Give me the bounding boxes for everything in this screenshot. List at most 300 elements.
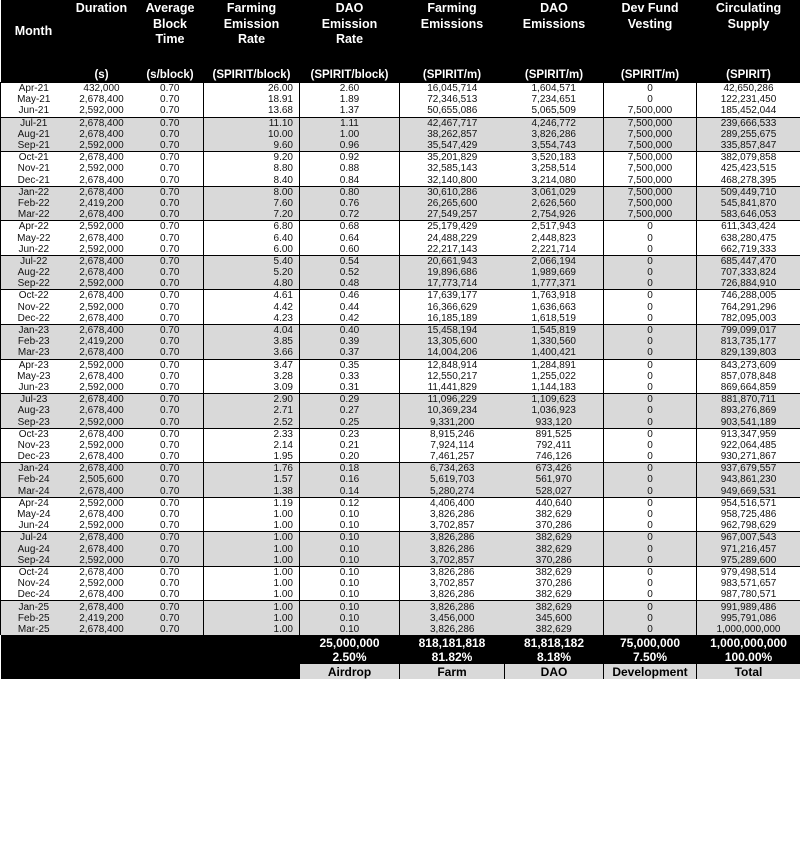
cell-dao-rate: 0.25 bbox=[300, 416, 400, 428]
cell-dev-fund: 0 bbox=[604, 302, 697, 313]
cell-dev-fund: 0 bbox=[604, 382, 697, 394]
cell-block-time: 0.70 bbox=[137, 463, 204, 475]
cell-duration: 2,678,400 bbox=[79, 451, 124, 463]
header-dao-rate-text: DAO Emission Rate bbox=[321, 1, 378, 46]
cell-dao-emissions: 1,545,819 bbox=[505, 324, 604, 336]
cell-duration: 2,678,400 bbox=[67, 394, 137, 406]
cell-dev-fund: 0 bbox=[604, 520, 697, 532]
cell-farming-rate: 11.10 bbox=[204, 117, 300, 129]
cell-circulating-supply: 893,276,869 bbox=[697, 405, 800, 416]
cell-dev-fund: 0 bbox=[604, 544, 697, 555]
cell-dev-fund: 0 bbox=[604, 405, 697, 416]
cell-farming-emissions: 3,702,857 bbox=[400, 555, 505, 567]
cell-dao-rate: 0.76 bbox=[300, 198, 400, 209]
cell-duration: 2,678,400 bbox=[67, 405, 137, 416]
cell-circulating-supply: 869,664,859 bbox=[697, 382, 800, 394]
unit-farming-emissions: (SPIRIT/m) bbox=[400, 63, 505, 83]
table-row bbox=[1, 520, 800, 532]
cell-farming-rate: 8.80 bbox=[204, 163, 300, 174]
cell-month: Oct-21 bbox=[1, 152, 67, 164]
cell-dev-fund: 0 bbox=[604, 555, 697, 567]
cell-dev-fund: 0 bbox=[604, 221, 697, 233]
cell-duration: 2,678,400 bbox=[67, 129, 137, 140]
cell-farming-emissions: 72,346,513 bbox=[400, 94, 505, 105]
header-duration: Duration bbox=[67, 0, 137, 63]
cell-farming-rate: 2.14 bbox=[204, 440, 300, 451]
cell-month: Jun-23 bbox=[1, 382, 67, 394]
cell-dao-emissions: 382,629 bbox=[505, 509, 604, 520]
cell-block-time: 0.70 bbox=[137, 105, 204, 117]
cell-circulating-supply: 979,498,514 bbox=[697, 566, 800, 578]
cell-dao-emissions: 2,221,714 bbox=[505, 244, 604, 256]
cell-month: Apr-21 bbox=[1, 83, 67, 95]
total-farm: 818,181,818 bbox=[400, 635, 505, 650]
cell-dao-emissions: 1,109,623 bbox=[505, 394, 604, 406]
cell-dao-rate: 0.20 bbox=[300, 451, 400, 463]
cell-farming-rate: 1.00 bbox=[204, 578, 300, 589]
cell-farming-emissions: 16,185,189 bbox=[400, 313, 505, 325]
cell-farming-rate: 5.20 bbox=[204, 267, 300, 278]
cell-circulating-supply: 983,571,657 bbox=[697, 578, 800, 589]
cell-farming-rate: 1.00 bbox=[204, 555, 300, 567]
cell-farming-rate: 3.09 bbox=[204, 382, 300, 394]
cell-block-time: 0.70 bbox=[137, 83, 204, 95]
cell-dao-rate: 0.16 bbox=[300, 474, 400, 485]
cell-block-time: 0.70 bbox=[137, 544, 204, 555]
cell-dao-emissions: 382,629 bbox=[505, 589, 604, 601]
table-row bbox=[1, 486, 800, 498]
cell-duration: 2,419,200 bbox=[67, 198, 137, 209]
cell-farming-emissions: 13,305,600 bbox=[400, 336, 505, 347]
cell-month: May-22 bbox=[1, 232, 67, 243]
cell-circulating-supply: 707,333,824 bbox=[697, 267, 800, 278]
cell-circulating-supply: 857,078,848 bbox=[697, 371, 800, 382]
cell-circulating-supply: 943,861,230 bbox=[697, 474, 800, 485]
cell-dao-rate: 2.60 bbox=[300, 83, 400, 95]
cell-dev-fund: 0 bbox=[604, 359, 697, 371]
cell-circulating-supply: 799,099,017 bbox=[697, 324, 800, 336]
cell-duration: 2,419,200 bbox=[67, 613, 137, 624]
cell-dao-emissions: 3,061,029 bbox=[505, 186, 604, 198]
cell-farming-emissions: 17,639,177 bbox=[400, 290, 505, 302]
cell-dao-rate: 0.52 bbox=[300, 267, 400, 278]
cell-dev-fund: 7,500,000 bbox=[604, 198, 697, 209]
cell-duration: 2,678,400 bbox=[67, 152, 137, 164]
table-row bbox=[1, 140, 800, 152]
cell-dao-emissions: 561,970 bbox=[505, 474, 604, 485]
cell-dao-emissions: 3,520,183 bbox=[505, 152, 604, 164]
cell-circulating-supply: 937,679,557 bbox=[697, 463, 800, 475]
table-row bbox=[1, 566, 800, 578]
cell-dev-fund: 0 bbox=[604, 336, 697, 347]
cell-dao-emissions: 1,636,663 bbox=[505, 302, 604, 313]
cell-block-time: 0.70 bbox=[137, 509, 204, 520]
cell-dao-rate: 0.84 bbox=[300, 175, 400, 187]
table-row bbox=[1, 405, 800, 416]
table-row bbox=[1, 428, 800, 440]
cell-block-time: 0.70 bbox=[137, 163, 204, 174]
cell-duration: 2,678,400 bbox=[79, 370, 124, 382]
table-row bbox=[1, 601, 800, 613]
cell-farming-rate: 9.60 bbox=[204, 140, 300, 152]
table-row bbox=[1, 555, 800, 567]
cell-dao-emissions: 746,126 bbox=[505, 451, 604, 463]
table-row bbox=[1, 209, 800, 221]
table-row bbox=[1, 336, 800, 347]
table-row bbox=[1, 244, 800, 256]
cell-block-time: 0.70 bbox=[137, 601, 204, 613]
totals-footer bbox=[1, 635, 800, 679]
cell-circulating-supply: 843,273,609 bbox=[697, 359, 800, 371]
cell-dao-emissions: 5,065,509 bbox=[505, 105, 604, 117]
cell-dao-emissions: 3,554,743 bbox=[505, 140, 604, 152]
header-circulating-supply bbox=[697, 0, 800, 63]
cell-duration: 2,592,000 bbox=[79, 163, 124, 175]
header-row bbox=[1, 0, 800, 63]
cell-block-time: 0.70 bbox=[137, 486, 204, 498]
cell-farming-emissions: 7,461,257 bbox=[400, 451, 505, 463]
cell-circulating-supply: 813,735,177 bbox=[697, 336, 800, 347]
cell-dao-rate: 0.88 bbox=[300, 163, 400, 174]
label-dao: DAO bbox=[505, 664, 604, 679]
cell-circulating-supply: 975,289,600 bbox=[697, 555, 800, 567]
cell-dev-fund: 0 bbox=[604, 440, 697, 451]
cell-circulating-supply: 638,280,475 bbox=[697, 232, 800, 243]
cell-block-time: 0.70 bbox=[137, 129, 204, 140]
label-airdrop: Airdrop bbox=[300, 664, 400, 679]
percent-development: 7.50% bbox=[604, 650, 697, 664]
cell-circulating-supply: 122,231,450 bbox=[697, 94, 800, 105]
cell-circulating-supply: 954,516,571 bbox=[697, 497, 800, 509]
cell-dao-emissions: 2,448,823 bbox=[505, 232, 604, 243]
cell-duration: 2,678,400 bbox=[67, 532, 137, 544]
cell-block-time: 0.70 bbox=[137, 416, 204, 428]
cell-dao-emissions: 1,604,571 bbox=[505, 83, 604, 95]
cell-month: Jul-24 bbox=[1, 532, 67, 544]
cell-block-time: 0.70 bbox=[137, 371, 204, 382]
cell-duration: 2,678,400 bbox=[67, 290, 137, 302]
cell-farming-rate: 3.85 bbox=[204, 336, 300, 347]
cell-duration: 2,592,000 bbox=[67, 555, 137, 567]
cell-duration: 2,592,000 bbox=[67, 497, 137, 509]
cell-circulating-supply: 746,288,005 bbox=[697, 290, 800, 302]
cell-circulating-supply: 782,095,003 bbox=[697, 313, 800, 325]
cell-block-time: 0.70 bbox=[137, 175, 204, 187]
cell-dao-rate: 1.37 bbox=[300, 105, 400, 117]
cell-farming-emissions: 30,610,286 bbox=[400, 186, 505, 198]
cell-block-time: 0.70 bbox=[137, 255, 204, 267]
cell-dao-emissions: 1,144,183 bbox=[505, 382, 604, 394]
cell-month: Sep-24 bbox=[1, 555, 67, 567]
cell-month: Feb-24 bbox=[1, 474, 67, 485]
cell-month: Sep-23 bbox=[1, 416, 67, 428]
units-row bbox=[1, 63, 800, 83]
cell-farming-emissions: 25,179,429 bbox=[400, 221, 505, 233]
cell-farming-rate: 4.80 bbox=[204, 278, 300, 290]
cell-duration: 2,678,400 bbox=[67, 601, 137, 613]
cell-dao-rate: 0.48 bbox=[300, 278, 400, 290]
cell-dao-emissions: 440,640 bbox=[505, 497, 604, 509]
cell-dev-fund: 0 bbox=[604, 416, 697, 428]
cell-block-time: 0.70 bbox=[137, 578, 204, 589]
table-row bbox=[1, 451, 800, 463]
cell-block-time: 0.70 bbox=[137, 267, 204, 278]
cell-farming-rate: 7.60 bbox=[204, 198, 300, 209]
cell-farming-rate: 1.00 bbox=[204, 544, 300, 555]
cell-dao-rate: 0.10 bbox=[300, 624, 400, 635]
label-development: Development bbox=[604, 664, 697, 679]
cell-duration: 2,678,400 bbox=[79, 174, 124, 186]
table-row bbox=[1, 371, 800, 382]
cell-dev-fund: 0 bbox=[604, 624, 697, 635]
label-blank bbox=[1, 664, 300, 679]
cell-farming-emissions: 20,661,943 bbox=[400, 255, 505, 267]
cell-dao-rate: 0.96 bbox=[300, 140, 400, 152]
cell-dao-rate: 1.11 bbox=[300, 117, 400, 129]
cell-dev-fund: 7,500,000 bbox=[604, 117, 697, 129]
cell-farming-emissions: 4,406,400 bbox=[400, 497, 505, 509]
cell-block-time: 0.70 bbox=[137, 474, 204, 485]
cell-dao-rate: 0.39 bbox=[300, 336, 400, 347]
cell-dao-emissions: 4,246,772 bbox=[505, 117, 604, 129]
cell-dev-fund: 0 bbox=[604, 497, 697, 509]
cell-circulating-supply: 971,216,457 bbox=[697, 544, 800, 555]
cell-duration: 2,678,400 bbox=[79, 509, 124, 521]
cell-farming-rate: 1.00 bbox=[204, 589, 300, 601]
cell-block-time: 0.70 bbox=[137, 244, 204, 256]
cell-circulating-supply: 468,278,395 bbox=[697, 175, 800, 187]
percent-dao: 8.18% bbox=[505, 650, 604, 664]
cell-farming-emissions: 16,045,714 bbox=[400, 83, 505, 95]
cell-block-time: 0.70 bbox=[137, 382, 204, 394]
header-circulating-supply-text: Circulating Supply bbox=[715, 1, 782, 31]
percent-blank bbox=[1, 650, 300, 664]
table-row bbox=[1, 163, 800, 174]
cell-farming-emissions: 12,848,914 bbox=[400, 359, 505, 371]
cell-dao-rate: 0.80 bbox=[300, 186, 400, 198]
cell-month: Jan-22 bbox=[1, 186, 67, 198]
cell-farming-emissions: 22,217,143 bbox=[400, 244, 505, 256]
cell-farming-emissions: 11,096,229 bbox=[400, 394, 505, 406]
cell-farming-emissions: 15,458,194 bbox=[400, 324, 505, 336]
cell-dev-fund: 0 bbox=[604, 578, 697, 589]
cell-duration: 2,678,400 bbox=[79, 589, 124, 601]
cell-month: Mar-24 bbox=[1, 486, 67, 498]
cell-month: Nov-21 bbox=[1, 163, 67, 174]
cell-month: Apr-22 bbox=[1, 221, 67, 233]
cell-farming-rate: 4.23 bbox=[204, 313, 300, 325]
cell-block-time: 0.70 bbox=[137, 566, 204, 578]
cell-block-time: 0.70 bbox=[137, 336, 204, 347]
cell-dev-fund: 0 bbox=[604, 509, 697, 520]
table-row bbox=[1, 324, 800, 336]
cell-dev-fund: 7,500,000 bbox=[604, 129, 697, 140]
cell-dev-fund: 0 bbox=[604, 463, 697, 475]
cell-farming-rate: 4.42 bbox=[204, 302, 300, 313]
cell-circulating-supply: 662,719,333 bbox=[697, 244, 800, 256]
cell-dao-rate: 0.18 bbox=[300, 463, 400, 475]
cell-circulating-supply: 764,291,296 bbox=[697, 302, 800, 313]
cell-month: May-24 bbox=[1, 509, 67, 520]
cell-duration: 2,678,400 bbox=[79, 94, 124, 106]
cell-dao-emissions: 2,626,560 bbox=[505, 198, 604, 209]
cell-farming-rate: 1.00 bbox=[204, 509, 300, 520]
table-row bbox=[1, 416, 800, 428]
cell-month: Aug-21 bbox=[1, 129, 67, 140]
totals-blank bbox=[1, 635, 300, 650]
cell-dao-emissions: 673,426 bbox=[505, 463, 604, 475]
table-row bbox=[1, 589, 800, 601]
cell-dao-emissions: 382,629 bbox=[505, 566, 604, 578]
cell-farming-emissions: 3,826,286 bbox=[400, 566, 505, 578]
cell-month: Jul-23 bbox=[1, 394, 67, 406]
cell-farming-emissions: 8,915,246 bbox=[400, 428, 505, 440]
cell-month: Mar-22 bbox=[1, 209, 67, 221]
cell-farming-emissions: 11,441,829 bbox=[400, 382, 505, 394]
cell-farming-rate: 2.71 bbox=[204, 405, 300, 416]
cell-duration: 2,678,400 bbox=[67, 347, 137, 359]
cell-duration: 2,678,400 bbox=[67, 463, 137, 475]
header-farming-rate bbox=[204, 0, 300, 63]
cell-farming-rate: 1.19 bbox=[204, 497, 300, 509]
table-row bbox=[1, 497, 800, 509]
unit-duration: (s) bbox=[67, 63, 137, 83]
cell-dao-rate: 0.12 bbox=[300, 497, 400, 509]
cell-circulating-supply: 903,541,189 bbox=[697, 416, 800, 428]
cell-farming-emissions: 16,366,629 bbox=[400, 302, 505, 313]
cell-dao-emissions: 1,284,891 bbox=[505, 359, 604, 371]
cell-month: Jan-23 bbox=[1, 324, 67, 336]
cell-block-time: 0.70 bbox=[137, 359, 204, 371]
table-row bbox=[1, 175, 800, 187]
cell-dev-fund: 7,500,000 bbox=[604, 186, 697, 198]
cell-month: May-21 bbox=[1, 94, 67, 105]
cell-block-time: 0.70 bbox=[137, 532, 204, 544]
table-row bbox=[1, 463, 800, 475]
cell-circulating-supply: 1,000,000,000 bbox=[697, 624, 800, 635]
cell-block-time: 0.70 bbox=[137, 140, 204, 152]
table-row bbox=[1, 359, 800, 371]
cell-duration: 2,592,000 bbox=[67, 278, 137, 290]
cell-dev-fund: 7,500,000 bbox=[604, 209, 697, 221]
cell-farming-rate: 1.00 bbox=[204, 624, 300, 635]
table-row bbox=[1, 267, 800, 278]
cell-dao-rate: 0.42 bbox=[300, 313, 400, 325]
cell-farming-emissions: 3,826,286 bbox=[400, 544, 505, 555]
table-row bbox=[1, 83, 800, 95]
cell-dao-rate: 0.33 bbox=[300, 371, 400, 382]
cell-dao-rate: 1.89 bbox=[300, 94, 400, 105]
totals-amount-row bbox=[1, 635, 800, 650]
cell-dao-rate: 0.14 bbox=[300, 486, 400, 498]
totals-label-row bbox=[1, 664, 800, 679]
table-row bbox=[1, 152, 800, 164]
unit-block-time: (s/block) bbox=[137, 63, 204, 83]
table-row bbox=[1, 382, 800, 394]
cell-duration: 2,419,200 bbox=[67, 336, 137, 347]
cell-month: May-23 bbox=[1, 371, 67, 382]
cell-dao-emissions: 382,629 bbox=[505, 601, 604, 613]
cell-dev-fund: 7,500,000 bbox=[604, 152, 697, 164]
cell-duration: 2,678,400 bbox=[79, 312, 124, 324]
cell-farming-rate: 6.40 bbox=[204, 232, 300, 243]
table-row bbox=[1, 613, 800, 624]
cell-farming-emissions: 24,488,229 bbox=[400, 232, 505, 243]
cell-dao-emissions: 2,066,194 bbox=[505, 255, 604, 267]
cell-circulating-supply: 545,841,870 bbox=[697, 198, 800, 209]
cell-dao-emissions: 2,754,926 bbox=[505, 209, 604, 221]
header-dev-fund bbox=[604, 0, 697, 63]
header-block-time bbox=[137, 0, 204, 63]
cell-dao-emissions: 3,214,080 bbox=[505, 175, 604, 187]
table-row bbox=[1, 313, 800, 325]
cell-block-time: 0.70 bbox=[137, 497, 204, 509]
cell-month: Dec-22 bbox=[1, 313, 67, 325]
header-month: Month bbox=[1, 0, 67, 63]
cell-block-time: 0.70 bbox=[137, 624, 204, 635]
cell-month: Oct-22 bbox=[1, 290, 67, 302]
cell-dev-fund: 7,500,000 bbox=[604, 105, 697, 117]
cell-duration: 2,678,400 bbox=[67, 117, 137, 129]
cell-farming-rate: 1.95 bbox=[204, 451, 300, 463]
cell-circulating-supply: 583,646,053 bbox=[697, 209, 800, 221]
cell-farming-rate: 1.00 bbox=[204, 532, 300, 544]
cell-farming-emissions: 42,467,717 bbox=[400, 117, 505, 129]
cell-circulating-supply: 239,666,533 bbox=[697, 117, 800, 129]
table-row bbox=[1, 290, 800, 302]
table-row bbox=[1, 440, 800, 451]
header-dev-fund-text: Dev Fund Vesting bbox=[621, 1, 679, 31]
cell-dev-fund: 0 bbox=[604, 255, 697, 267]
cell-farming-rate: 1.00 bbox=[204, 520, 300, 532]
cell-farming-rate: 2.90 bbox=[204, 394, 300, 406]
cell-duration: 2,505,600 bbox=[67, 474, 137, 485]
cell-duration: 2,592,000 bbox=[79, 243, 124, 255]
percent-airdrop: 2.50% bbox=[300, 650, 400, 664]
cell-dao-rate: 0.10 bbox=[300, 509, 400, 520]
cell-block-time: 0.70 bbox=[137, 94, 204, 105]
cell-duration: 2,678,400 bbox=[79, 232, 124, 244]
cell-duration: 2,678,400 bbox=[67, 566, 137, 578]
cell-dev-fund: 0 bbox=[604, 428, 697, 440]
cell-dao-emissions: 2,517,943 bbox=[505, 221, 604, 233]
table-row bbox=[1, 94, 800, 105]
cell-month: Feb-22 bbox=[1, 198, 67, 209]
unit-month bbox=[1, 63, 67, 83]
unit-dao-rate: (SPIRIT/block) bbox=[300, 63, 400, 83]
cell-month: Mar-23 bbox=[1, 347, 67, 359]
cell-farming-emissions: 32,585,143 bbox=[400, 163, 505, 174]
cell-block-time: 0.70 bbox=[137, 302, 204, 313]
cell-dao-emissions: 1,036,923 bbox=[505, 405, 604, 416]
header-farming-rate-text: Farming Emission Rate bbox=[223, 1, 280, 46]
cell-dao-emissions: 1,777,371 bbox=[505, 278, 604, 290]
label-farm: Farm bbox=[400, 664, 505, 679]
cell-dao-emissions: 7,234,651 bbox=[505, 94, 604, 105]
table-row bbox=[1, 624, 800, 635]
cell-dev-fund: 0 bbox=[604, 313, 697, 325]
cell-farming-emissions: 3,826,286 bbox=[400, 589, 505, 601]
cell-month: Jan-25 bbox=[1, 601, 67, 613]
cell-duration: 2,592,000 bbox=[79, 439, 124, 451]
table-row bbox=[1, 117, 800, 129]
cell-block-time: 0.70 bbox=[137, 405, 204, 416]
cell-circulating-supply: 185,452,044 bbox=[697, 105, 800, 117]
cell-dao-rate: 0.29 bbox=[300, 394, 400, 406]
cell-dao-emissions: 1,400,421 bbox=[505, 347, 604, 359]
cell-duration: 2,678,400 bbox=[67, 255, 137, 267]
cell-dev-fund: 0 bbox=[604, 278, 697, 290]
